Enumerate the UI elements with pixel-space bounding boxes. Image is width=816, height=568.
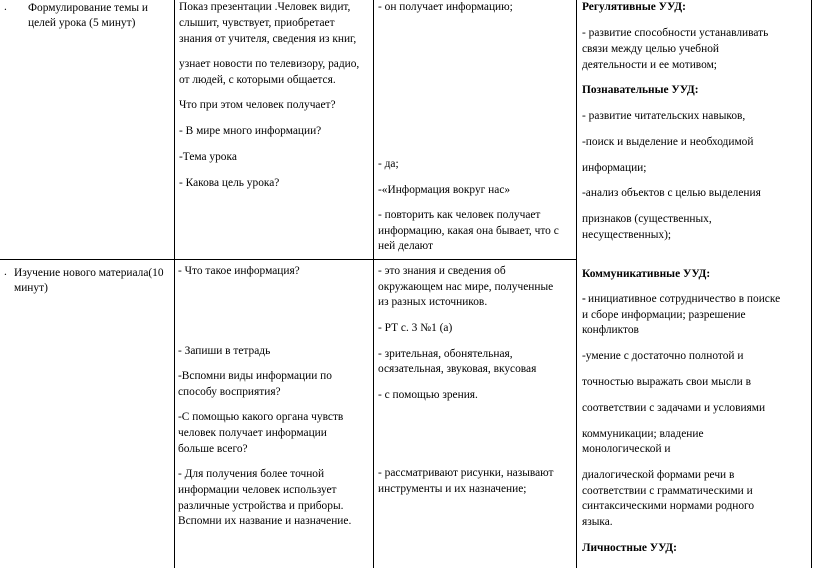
student-text: - с помощью зрения. xyxy=(378,389,478,401)
uud-text: -умение с достаточно полнотой и xyxy=(582,350,744,362)
uud-text: инициативное сотрудничество в поиске xyxy=(588,293,781,305)
uud-text: коммуникации; владение xyxy=(582,428,704,440)
teacher-text: способу восприятия? xyxy=(178,386,281,398)
student-text: - рассматривают рисунки, называют xyxy=(378,467,554,479)
teacher-text: информации человек использует xyxy=(178,484,337,496)
uud-heading-cognitive: Познавательные УУД: xyxy=(582,84,699,96)
stage-text: Изучение нового материала(10 xyxy=(14,267,164,279)
uud-text: синтаксическими нормами родного xyxy=(582,500,755,512)
uud-bullet: - xyxy=(582,293,586,305)
uud-text: соответствии с грамматическими и xyxy=(582,485,753,497)
column-border xyxy=(576,0,577,568)
student-text: - РТ с. 3 №1 (а) xyxy=(378,322,453,334)
teacher-text: различные устройства и приборы. xyxy=(178,500,344,512)
teacher-text: - Для получения более точной xyxy=(178,468,325,480)
teacher-text: больше всего? xyxy=(178,443,248,455)
uud-text: и сборе информации; разрешение xyxy=(582,309,746,321)
uud-text: -анализ объектов с целью выделения xyxy=(582,187,761,199)
uud-text: диалогической формами речи в xyxy=(582,469,735,481)
student-text: осязательная, звуковая, вкусовая xyxy=(378,363,537,375)
uud-text: конфликтов xyxy=(582,324,639,336)
teacher-text: - Какова цель урока? xyxy=(179,177,280,189)
uud-text: - развитие читательских навыков, xyxy=(582,110,746,122)
student-text: - повторить как человек получает xyxy=(378,209,541,221)
student-text: -«Информация вокруг нас» xyxy=(378,184,511,196)
student-text: окружающем нас мире, полученные xyxy=(378,281,554,293)
uud-text: деятельности и ее мотивом; xyxy=(582,59,717,71)
uud-text: - развитие способности устанавливать xyxy=(582,27,769,39)
teacher-text: -Тема урока xyxy=(179,151,237,163)
stage-text: минут) xyxy=(14,282,48,294)
student-text: информацию, какая она бывает, что с xyxy=(378,225,559,237)
stage-text: Формулирование темы и xyxy=(28,2,149,14)
uud-text: соответствии с задачами и условиями xyxy=(582,402,766,414)
teacher-text: - Запиши в тетрадь xyxy=(178,345,271,357)
teacher-text: -С помощью какого органа чувств xyxy=(178,411,344,423)
uud-text: монологической и xyxy=(582,443,671,455)
column-border xyxy=(373,0,374,568)
teacher-text: - Что такое информация? xyxy=(178,265,300,277)
uud-heading-personal: Личностные УУД: xyxy=(582,542,677,554)
column-border xyxy=(174,0,175,568)
row-border xyxy=(0,259,576,260)
student-text: - зрительная, обонятельная, xyxy=(378,348,513,360)
row-marker: . xyxy=(4,1,7,13)
student-text: инструменты и их назначение; xyxy=(378,483,527,495)
teacher-text: Показ презентации .Человек видит, xyxy=(179,1,351,13)
teacher-text: Вспомни их название и назначение. xyxy=(178,515,352,527)
column-border xyxy=(811,0,812,568)
teacher-text: слышит, чувствует, приобретает xyxy=(179,17,335,29)
uud-text: информации; xyxy=(582,162,647,174)
uud-text: несущественных); xyxy=(582,229,672,241)
student-text: - он получает информацию; xyxy=(378,1,513,13)
teacher-text: от людей, с которыми общается. xyxy=(179,74,336,86)
uud-heading-regulatory: Регулятивные УУД: xyxy=(582,1,686,13)
uud-text: связи между целью учебной xyxy=(582,43,719,55)
uud-text: точностью выражать свои мысли в xyxy=(582,376,751,388)
student-text: из разных источников. xyxy=(378,296,488,308)
teacher-text: -Вспомни виды информации по xyxy=(178,370,332,382)
student-text: - да; xyxy=(378,158,399,170)
stage-text: целей урока (5 минут) xyxy=(28,17,136,29)
student-text: ней делают xyxy=(378,240,434,252)
uud-text: языка. xyxy=(582,516,613,528)
uud-text: -поиск и выделение и необходимой xyxy=(582,136,754,148)
student-text: - это знания и сведения об xyxy=(378,265,506,277)
uud-heading-communicative: Коммуникативные УУД: xyxy=(582,268,711,280)
teacher-text: человек получает информации xyxy=(178,427,327,439)
teacher-text: знания от учителя, сведения из книг, xyxy=(179,33,357,45)
teacher-text: узнает новости по телевизору, радио, xyxy=(179,58,360,70)
teacher-text: - В мире много информации? xyxy=(179,125,322,137)
teacher-text: Что при этом человек получает? xyxy=(179,99,336,111)
uud-text: признаков (существенных, xyxy=(582,213,712,225)
row-marker: . xyxy=(4,266,7,278)
